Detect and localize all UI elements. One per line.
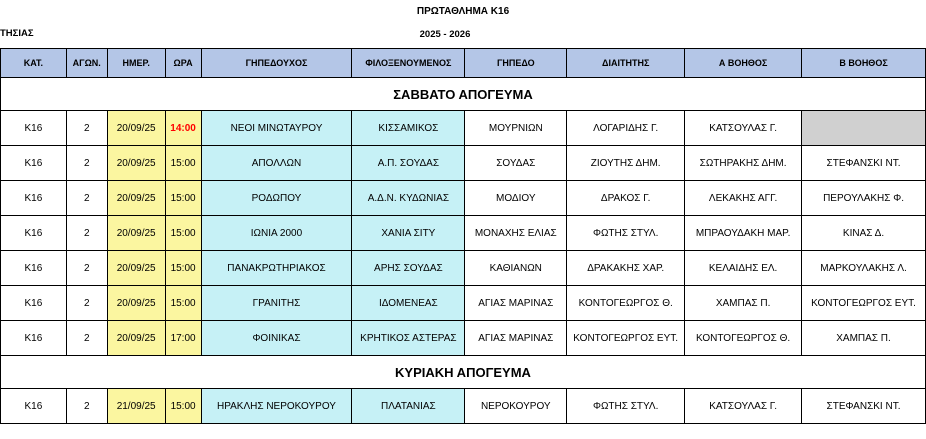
assistant-b: ΧΑΜΠΑΣ Π. [802, 321, 926, 356]
match-date: 20/09/25 [107, 111, 165, 146]
assistant-b: ΚΙΝΑΣ Δ. [802, 216, 926, 251]
document-title: ΠΡΩΤΑΘΛΗΜΑ Κ16 [416, 6, 510, 17]
match-venue: ΝΕΡΟΚΟΥΡΟΥ [465, 389, 567, 424]
match-category: Κ16 [1, 286, 67, 321]
match-referee: ΖΙΟΥΤΗΣ ΔΗΜ. [567, 146, 685, 181]
table-row [1, 321, 926, 356]
club-name-fragment: ΤΗΣΙΑΣ [0, 28, 34, 39]
assistant-a: ΛΕΚΑΚΗΣ ΑΓΓ. [685, 181, 802, 216]
away-team: Α.Δ.Ν. ΚΥΔΩΝΙΑΣ [352, 181, 465, 216]
section-row [1, 356, 926, 389]
home-team: ΝΕΟΙ ΜΙΝΩΤΑΥΡΟΥ [201, 111, 352, 146]
home-team: ΓΡΑΝΙΤΗΣ [201, 286, 352, 321]
header-assistant-b: Β ΒΟΗΘΟΣ [802, 49, 926, 78]
section-title: ΣΑΒΒΑΤΟ ΑΠΟΓΕΥΜΑ [1, 78, 926, 111]
assistant-a: ΧΑΜΠΑΣ Π. [685, 286, 802, 321]
assistant-b: ΣΤΕΦΑΝΣΚΙ ΝΤ. [802, 146, 926, 181]
assistant-a: ΚΑΤΣΟΥΛΑΣ Γ. [685, 389, 802, 424]
assistant-a: ΣΩΤΗΡΑΚΗΣ ΔΗΜ. [685, 146, 802, 181]
table-row [1, 389, 926, 424]
match-date: 20/09/25 [107, 251, 165, 286]
match-venue: ΚΑΘΙΑΝΩΝ [465, 251, 567, 286]
match-category: Κ16 [1, 181, 67, 216]
match-time: 15:00 [165, 181, 201, 216]
match-round: 2 [66, 111, 107, 146]
match-time: 15:00 [165, 389, 201, 424]
header-row [1, 49, 926, 78]
match-venue: ΑΓΙΑΣ ΜΑΡΙΝΑΣ [465, 321, 567, 356]
home-team: ΙΩΝΙΑ 2000 [201, 216, 352, 251]
match-referee: ΦΩΤΗΣ ΣΤΥΛ. [567, 216, 685, 251]
match-category: Κ16 [1, 146, 67, 181]
assistant-b: ΣΤΕΦΑΝΣΚΙ ΝΤ. [802, 389, 926, 424]
match-time: 15:00 [165, 146, 201, 181]
home-team: ΡΟΔΩΠΟΥ [201, 181, 352, 216]
header-category: ΚΑΤ. [1, 49, 67, 78]
match-round: 2 [66, 146, 107, 181]
table-row [1, 181, 926, 216]
match-category: Κ16 [1, 216, 67, 251]
header-venue: ΓΗΠΕΔΟ [465, 49, 567, 78]
assistant-b: ΚΟΝΤΟΓΕΩΡΓΟΣ ΕΥΤ. [802, 286, 926, 321]
match-venue: ΜΟΔΙΟΥ [465, 181, 567, 216]
away-team: ΙΔΟΜΕΝΕΑΣ [352, 286, 465, 321]
match-round: 2 [66, 251, 107, 286]
away-team: ΚΡΗΤΙΚΟΣ ΑΣΤΕΡΑΣ [352, 321, 465, 356]
assistant-b [802, 111, 926, 146]
section-row [1, 78, 926, 111]
fixtures-table [0, 48, 926, 424]
header-round: ΑΓΩΝ. [66, 49, 107, 78]
match-time: 17:00 [165, 321, 201, 356]
header-away-team: ΦΙΛΟΞΕΝΟΥΜΕΝΟΣ [352, 49, 465, 78]
match-category: Κ16 [1, 321, 67, 356]
match-time: 15:00 [165, 286, 201, 321]
match-category: Κ16 [1, 111, 67, 146]
home-team: ΑΠΟΛΛΩΝ [201, 146, 352, 181]
match-referee: ΛΟΓΑΡΙΔΗΣ Γ. [567, 111, 685, 146]
away-team: Α.Π. ΣΟΥΔΑΣ [352, 146, 465, 181]
match-venue: ΑΓΙΑΣ ΜΑΡΙΝΑΣ [465, 286, 567, 321]
away-team: ΧΑΝΙΑ ΣΙΤΥ [352, 216, 465, 251]
match-venue: ΜΟΥΡΝΙΩΝ [465, 111, 567, 146]
assistant-a: ΜΠΡΑΟΥΔΑΚΗ ΜΑΡ. [685, 216, 802, 251]
header-home-team: ΓΗΠΕΔΟΥΧΟΣ [201, 49, 352, 78]
match-referee: ΚΟΝΤΟΓΕΩΡΓΟΣ Θ. [567, 286, 685, 321]
away-team: ΚΙΣΣΑΜΙΚΟΣ [352, 111, 465, 146]
match-date: 20/09/25 [107, 286, 165, 321]
assistant-b: ΜΑΡΚΟΥΛΑΚΗΣ Λ. [802, 251, 926, 286]
table-row [1, 286, 926, 321]
table-row [1, 216, 926, 251]
match-time: 14:00 [165, 111, 201, 146]
away-team: ΑΡΗΣ ΣΟΥΔΑΣ [352, 251, 465, 286]
match-referee: ΔΡΑΚΟΣ Γ. [567, 181, 685, 216]
match-venue: ΜΟΝΑΧΗΣ ΕΛΙΑΣ [465, 216, 567, 251]
match-referee: ΚΟΝΤΟΓΕΩΡΓΟΣ ΕΥΤ. [567, 321, 685, 356]
match-round: 2 [66, 216, 107, 251]
match-date: 20/09/25 [107, 321, 165, 356]
header-time: ΩΡΑ [165, 49, 201, 78]
header-date: ΗΜΕΡ. [107, 49, 165, 78]
match-category: Κ16 [1, 389, 67, 424]
match-referee: ΦΩΤΗΣ ΣΤΥΛ. [567, 389, 685, 424]
match-round: 2 [66, 389, 107, 424]
away-team: ΠΛΑΤΑΝΙΑΣ [352, 389, 465, 424]
header-referee: ΔΙΑΙΤΗΤΗΣ [567, 49, 685, 78]
match-venue: ΣΟΥΔΑΣ [465, 146, 567, 181]
table-row [1, 251, 926, 286]
match-round: 2 [66, 286, 107, 321]
assistant-a: ΚΑΤΣΟΥΛΑΣ Γ. [685, 111, 802, 146]
assistant-a: ΚΟΝΤΟΓΕΩΡΓΟΣ Θ. [685, 321, 802, 356]
home-team: ΗΡΑΚΛΗΣ ΝΕΡΟΚΟΥΡΟΥ [201, 389, 352, 424]
match-round: 2 [66, 321, 107, 356]
match-category: Κ16 [1, 251, 67, 286]
match-date: 20/09/25 [107, 181, 165, 216]
match-time: 15:00 [165, 216, 201, 251]
table-row [1, 111, 926, 146]
home-team: ΠΑΝΑΚΡΩΤΗΡΙΑΚΟΣ [201, 251, 352, 286]
match-referee: ΔΡΑΚΑΚΗΣ ΧΑΡ. [567, 251, 685, 286]
match-date: 20/09/25 [107, 146, 165, 181]
assistant-a: ΚΕΛΑΙΔΗΣ ΕΛ. [685, 251, 802, 286]
section-title: ΚΥΡΙΑΚΗ ΑΠΟΓΕΥΜΑ [1, 356, 926, 389]
match-round: 2 [66, 181, 107, 216]
season-label: 2025 - 2026 [419, 29, 471, 40]
home-team: ΦΟΙΝΙΚΑΣ [201, 321, 352, 356]
match-time: 15:00 [165, 251, 201, 286]
table-row [1, 146, 926, 181]
match-date: 21/09/25 [107, 389, 165, 424]
match-date: 20/09/25 [107, 216, 165, 251]
assistant-b: ΠΕΡΟΥΛΑΚΗΣ Φ. [802, 181, 926, 216]
header-assistant-a: Α ΒΟΗΘΟΣ [685, 49, 802, 78]
